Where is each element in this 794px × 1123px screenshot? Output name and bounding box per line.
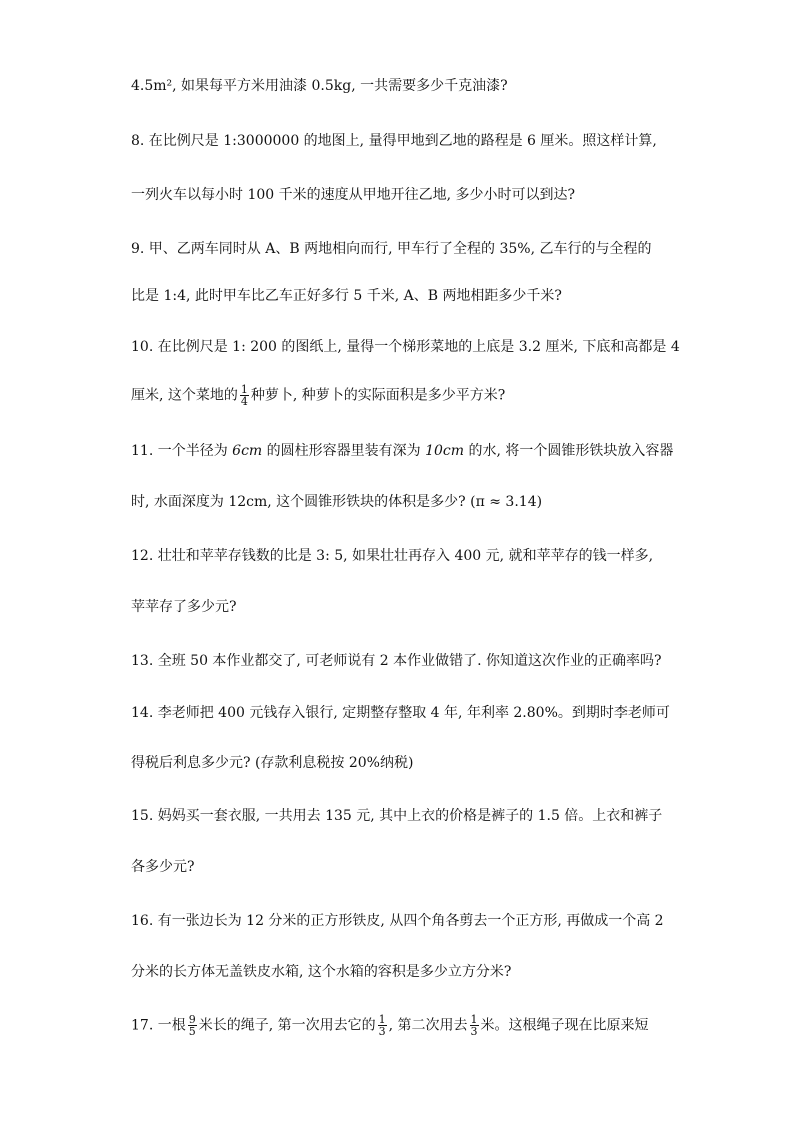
problem-16-line-1: 16. 有一张边长为 12 分米的正方形铁皮, 从四个角各剪去一个正方形, 再做成一个高 2 bbox=[131, 913, 664, 929]
problem-9-line-1: 9. 甲、乙两车同时从 A、B 两地相向而行, 甲车行了全程的 35%, 乙车行的与全程的 bbox=[131, 241, 652, 257]
problem-15-line-1: 15. 妈妈买一套衣服, 一共用去 135 元, 其中上衣的价格是裤子的 1.5 倍。上衣和裤子 bbox=[131, 808, 663, 824]
problem-12-line-2: 苹苹存了多少元? bbox=[131, 599, 237, 615]
problem-8-line-1: 8. 在比例尺是 1:3000000 的地图上, 量得甲地到乙地的路程是 6 厘米。照这样计算, bbox=[131, 133, 657, 149]
problem-10-line-1: 10. 在比例尺是 1: 200 的图纸上, 量得一个梯形菜地的上底是 3.2 厘米, 下底和高都是 4 bbox=[131, 339, 680, 355]
problem-7-continued: 4.5m², 如果每平方米用油漆 0.5kg, 一共需要多少千克油漆? bbox=[131, 78, 508, 94]
problem-10-text-a: 厘米, 这个菜地的 bbox=[131, 387, 238, 404]
problem-12-line-1: 12. 壮壮和苹苹存钱数的比是 3: 5, 如果壮壮再存入 400 元, 就和苹苹存的钱一样多, bbox=[131, 548, 654, 564]
problem-17-line-1: 17. 一根 $\frac{9}{5}$ 米长的绳子, 第一次用去它的 $\frac{1}{3}$ , 第二次用去 $\frac{1}{3}$ 米。这根绳子现在比原来短 bbox=[131, 1013, 649, 1038]
problem-13: 13. 全班 50 本作业都交了, 可老师说有 2 本作业做错了. 你知道这次作业的正确率吗? bbox=[131, 653, 662, 669]
problem-9-line-2: 比是 1:4, 此时甲车比乙车正好多行 5 千米, A、B 两地相距多少千米? bbox=[131, 288, 562, 304]
problem-10-line-2 bbox=[131, 384, 671, 407]
fraction-one-quarter: $\frac{1}{4}$ bbox=[240, 383, 248, 408]
fraction-one-third-a: $\frac{1}{3}$ bbox=[378, 1013, 386, 1038]
problem-16-line-2: 分米的长方体无盖铁皮水箱, 这个水箱的容积是多少立方分米? bbox=[131, 964, 512, 980]
problem-15-line-2: 各多少元? bbox=[131, 859, 195, 875]
radius-value: 6cm bbox=[232, 443, 263, 459]
problem-11-line-2: 时, 水面深度为 12cm, 这个圆锥形铁块的体积是多少? (π ≈ 3.14) bbox=[131, 494, 543, 510]
fraction-nine-fifths: $\frac{9}{5}$ bbox=[188, 1013, 196, 1038]
problem-14-line-2: 得税后利息多少元? (存款利息税按 20%纳税) bbox=[131, 755, 414, 771]
problem-10-text-b: 种萝卜, 种萝卜的实际面积是多少平方米? bbox=[250, 387, 506, 404]
problem-8-line-2: 一列火车以每小时 100 千米的速度从甲地开往乙地, 多少小时可以到达? bbox=[131, 187, 576, 203]
depth-value: 10cm bbox=[425, 443, 465, 459]
problem-11-line-1: 11. 一个半径为 6cm 的圆柱形容器里装有深为 10cm 的水, 将一个圆锥形铁块放入容器 bbox=[131, 443, 674, 459]
problem-14-line-1: 14. 李老师把 400 元钱存入银行, 定期整存整取 4 年, 年利率 2.80%。到期时李老师可 bbox=[131, 705, 670, 721]
fraction-one-third-b: $\frac{1}{3}$ bbox=[470, 1013, 478, 1038]
